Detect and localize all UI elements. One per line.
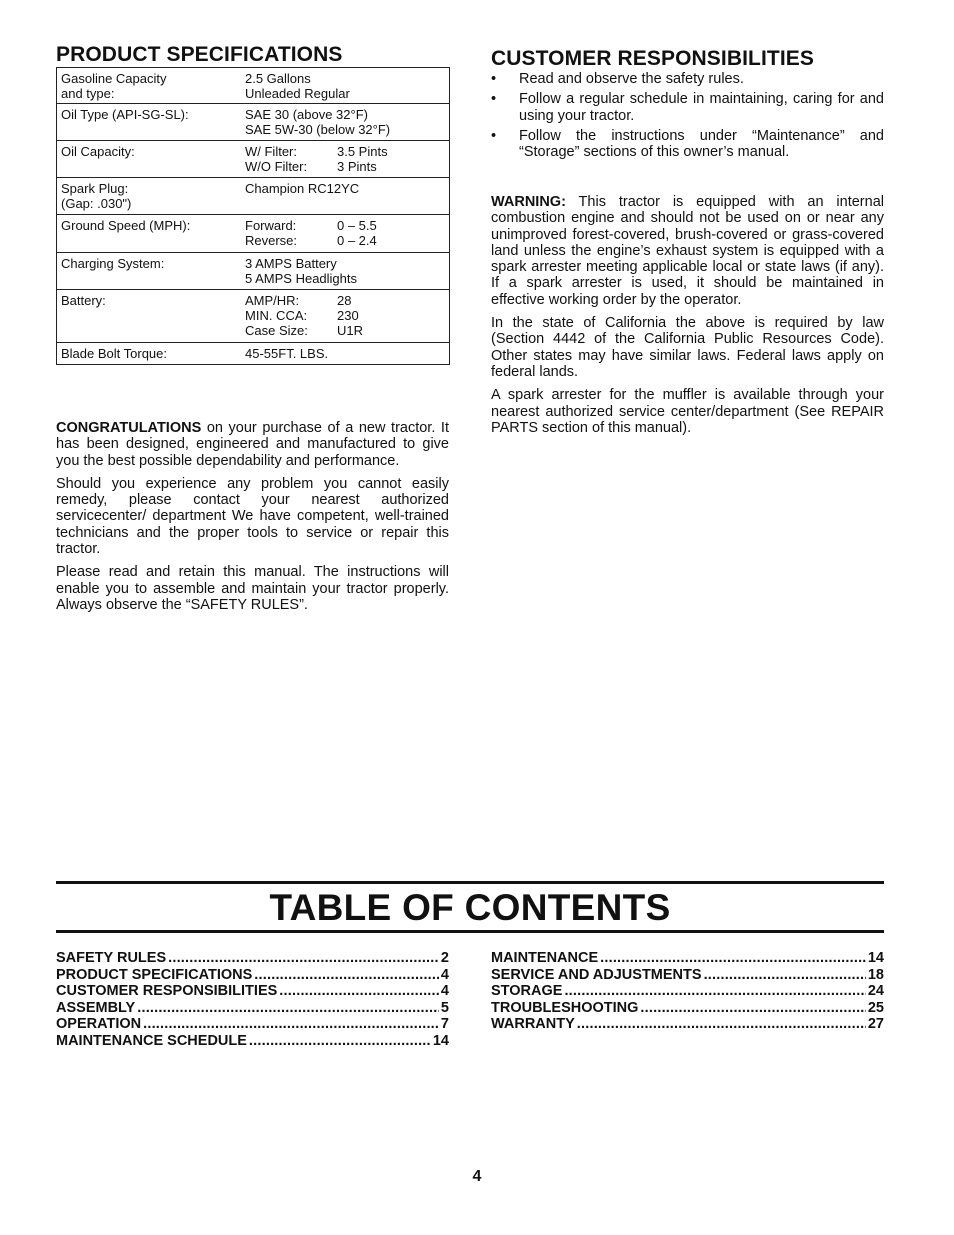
spec-value-line: Unleaded Regular bbox=[245, 86, 350, 101]
spec-value-line bbox=[245, 323, 363, 338]
problem-paragraph: Should you experience any problem you cannot easily remedy, please contact your nearest authorized servicecenter/ department We have competent, well-trained technicians and the proper tools to service or repair this tractor. bbox=[56, 475, 449, 558]
toc-top-rule bbox=[56, 881, 884, 884]
toc-entry-title: OPERATION bbox=[56, 1016, 142, 1033]
toc-entry-page: 2 bbox=[440, 950, 449, 966]
toc-left-column bbox=[56, 950, 449, 1050]
toc-entry-troubleshooting[interactable] bbox=[491, 1000, 884, 1017]
spec-label: Charging System: bbox=[61, 256, 165, 271]
spec-val: 3 Pints bbox=[337, 159, 377, 174]
spec-value-line: SAE 5W-30 (below 32°F) bbox=[245, 122, 391, 137]
toc-entry-product-specifications[interactable] bbox=[56, 967, 449, 984]
warning-block bbox=[491, 194, 884, 443]
spec-row-charging bbox=[57, 252, 449, 289]
spec-key: MIN. CCA: bbox=[245, 308, 308, 323]
spec-val: 0 – 2.4 bbox=[337, 233, 377, 248]
spec-label: Spark Plug: (Gap: .030") bbox=[61, 181, 132, 211]
congratulations-paragraph bbox=[56, 420, 449, 469]
toc-entry-safety-rules[interactable] bbox=[56, 950, 449, 967]
spec-key: Forward: bbox=[245, 218, 297, 233]
toc-entry-page: 24 bbox=[867, 983, 884, 1000]
spec-value-line: 3 AMPS Battery bbox=[245, 256, 337, 271]
spec-value-line: Champion RC12YC bbox=[245, 181, 360, 196]
spec-value-line bbox=[245, 159, 388, 174]
spec-val: U1R bbox=[337, 323, 364, 338]
list-item bbox=[491, 71, 884, 87]
spec-value bbox=[245, 107, 390, 137]
toc-leader bbox=[249, 1033, 431, 1050]
spec-val: 230 bbox=[337, 308, 359, 323]
spec-key: AMP/HR: bbox=[245, 293, 300, 308]
spec-label: Battery: bbox=[61, 293, 106, 308]
warning-text: This tractor is equipped with an internal combustion engine and should not be used on or near any unimproved forest-covered, brush-covered or grass-covered land unless the engine’s exhaust system is equipped with a spark arrester meeting applicable local or state laws (if any). If a spark arrester is used, it should be maintained in effective working order by the operator. bbox=[491, 194, 884, 308]
toc-entry-customer-responsibilities[interactable] bbox=[56, 983, 449, 1000]
spec-label: Gasoline Capacity and type: bbox=[61, 71, 167, 101]
toc-leader bbox=[640, 1000, 865, 1017]
bullet-icon: • bbox=[491, 127, 497, 144]
toc-leader bbox=[254, 967, 439, 984]
spec-row-battery bbox=[57, 289, 449, 342]
spec-value bbox=[245, 181, 359, 196]
toc-entry-page: 4 bbox=[440, 983, 449, 1000]
toc-leader bbox=[168, 950, 439, 967]
toc-entry-operation[interactable] bbox=[56, 1016, 449, 1033]
spec-val: 0 – 5.5 bbox=[337, 218, 377, 233]
spec-label: Oil Type (API-SG-SL): bbox=[61, 107, 189, 122]
toc-entry-page: 7 bbox=[440, 1016, 449, 1033]
responsibilities-list-wrap bbox=[491, 71, 884, 164]
california-paragraph: In the state of California the above is required by law (Section 4442 of the California Public Resources Code). Other states may have similar laws. Federal laws apply on federal lands. bbox=[491, 315, 884, 380]
toc-leader bbox=[577, 1016, 866, 1033]
spec-key: W/ Filter: bbox=[245, 144, 297, 159]
toc-leader bbox=[704, 967, 866, 984]
list-item-text: Follow a regular schedule in maintaining, caring for and using your tractor. bbox=[519, 91, 884, 124]
list-item-text: Read and observe the safety rules. bbox=[519, 71, 744, 87]
spec-value bbox=[245, 144, 388, 174]
toc-entry-page: 5 bbox=[440, 999, 449, 1016]
spec-row-oil-type bbox=[57, 103, 449, 140]
product-specifications-heading: PRODUCT SPECIFICATIONS bbox=[56, 43, 343, 66]
toc-entry-storage[interactable] bbox=[491, 983, 884, 1000]
toc-entry-title: WARRANTY bbox=[491, 1016, 575, 1033]
warning-lead: WARNING: bbox=[491, 194, 566, 210]
toc-entry-page: 18 bbox=[867, 966, 884, 983]
toc-entry-title: PRODUCT SPECIFICATIONS bbox=[56, 966, 253, 983]
spec-value-line: 5 AMPS Headlights bbox=[245, 271, 358, 286]
spec-value-line: 45-55FT. LBS. bbox=[245, 346, 329, 361]
spec-value-line bbox=[245, 233, 377, 248]
toc-leader bbox=[600, 950, 866, 967]
spec-value bbox=[245, 293, 363, 338]
toc-entry-title: MAINTENANCE bbox=[491, 950, 599, 966]
list-item-text: Follow the instructions under “Maintenance” and “Storage” sections of this owner’s manual. bbox=[519, 127, 884, 161]
toc-entry-title: ASSEMBLY bbox=[56, 999, 136, 1016]
spec-val: 28 bbox=[337, 293, 352, 308]
spec-val: 3.5 Pints bbox=[337, 144, 388, 159]
congratulations-text: on your purchase of a new tractor. It has been designed, engineered and manufactured to give you the best possible dependability and performance. bbox=[56, 420, 449, 469]
toc-entry-maintenance[interactable] bbox=[491, 950, 884, 967]
toc-entry-page: 14 bbox=[867, 950, 884, 966]
toc-leader bbox=[279, 983, 439, 1000]
toc-bottom-rule bbox=[56, 930, 884, 933]
spec-key: Reverse: bbox=[245, 233, 298, 248]
spec-row-oil-capacity bbox=[57, 140, 449, 177]
spark-arrester-paragraph: A spark arrester for the muffler is available through your nearest authorized service center/department (See REPAIR PARTS section of this manual). bbox=[491, 387, 884, 436]
retain-manual-paragraph: Please read and retain this manual. The instructions will enable you to assemble and maintain your tractor properly. Always observe the “SAFETY RULES”. bbox=[56, 564, 449, 613]
toc-entry-title: SERVICE AND ADJUSTMENTS bbox=[491, 966, 702, 983]
spec-row-gasoline bbox=[57, 68, 449, 103]
page-number: 4 bbox=[472, 1168, 482, 1185]
list-item bbox=[491, 91, 884, 124]
spec-value bbox=[245, 346, 328, 361]
spec-value-line bbox=[245, 293, 363, 308]
spec-value bbox=[245, 256, 357, 286]
toc-leader bbox=[137, 1000, 439, 1017]
toc-leader bbox=[143, 1016, 439, 1033]
bullet-icon: • bbox=[491, 71, 497, 87]
toc-entry-assembly[interactable] bbox=[56, 1000, 449, 1017]
congratulations-block bbox=[56, 420, 449, 620]
toc-entry-page: 25 bbox=[867, 999, 884, 1016]
toc-entry-service-and-adjustments[interactable] bbox=[491, 967, 884, 984]
toc-entry-maintenance-schedule[interactable] bbox=[56, 1033, 449, 1050]
toc-entry-title: SAFETY RULES bbox=[56, 950, 167, 966]
toc-entry-page: 14 bbox=[432, 1032, 449, 1049]
warning-paragraph bbox=[491, 194, 884, 308]
spec-label: Blade Bolt Torque: bbox=[61, 346, 167, 361]
list-item bbox=[491, 128, 884, 161]
toc-leader bbox=[564, 983, 865, 1000]
spec-key: Case Size: bbox=[245, 323, 308, 338]
toc-entry-page: 27 bbox=[867, 1016, 884, 1033]
toc-entry-warranty[interactable] bbox=[491, 1016, 884, 1033]
spec-value-line bbox=[245, 144, 388, 159]
spec-row-blade-torque bbox=[57, 342, 449, 364]
spec-table bbox=[56, 67, 450, 365]
toc-entry-title: STORAGE bbox=[491, 983, 563, 1000]
toc-entry-title: TROUBLESHOOTING bbox=[491, 999, 639, 1016]
spec-row-ground-speed bbox=[57, 214, 449, 252]
bullet-icon: • bbox=[491, 91, 497, 108]
toc-title: TABLE OF CONTENTS bbox=[269, 887, 671, 928]
toc-entry-title: MAINTENANCE SCHEDULE bbox=[56, 1032, 247, 1049]
responsibilities-list bbox=[491, 71, 884, 160]
spec-key: W/O Filter: bbox=[245, 159, 308, 174]
toc-entry-title: CUSTOMER RESPONSIBILITIES bbox=[56, 983, 278, 1000]
toc-entry-page: 4 bbox=[440, 966, 449, 983]
spec-value-line: 2.5 Gallons bbox=[245, 71, 311, 86]
spec-row-spark-plug bbox=[57, 177, 449, 214]
spec-label: Oil Capacity: bbox=[61, 144, 135, 159]
spec-value-line bbox=[245, 308, 363, 323]
spec-value-line bbox=[245, 218, 377, 233]
spec-value bbox=[245, 71, 350, 101]
spec-value-line: SAE 30 (above 32°F) bbox=[245, 107, 368, 122]
congratulations-lead: CONGRATULATIONS bbox=[56, 420, 202, 436]
customer-responsibilities-heading: CUSTOMER RESPONSIBILITIES bbox=[491, 47, 814, 70]
toc-right-column bbox=[491, 950, 884, 1033]
spec-value bbox=[245, 218, 377, 248]
spec-label: Ground Speed (MPH): bbox=[61, 218, 191, 233]
